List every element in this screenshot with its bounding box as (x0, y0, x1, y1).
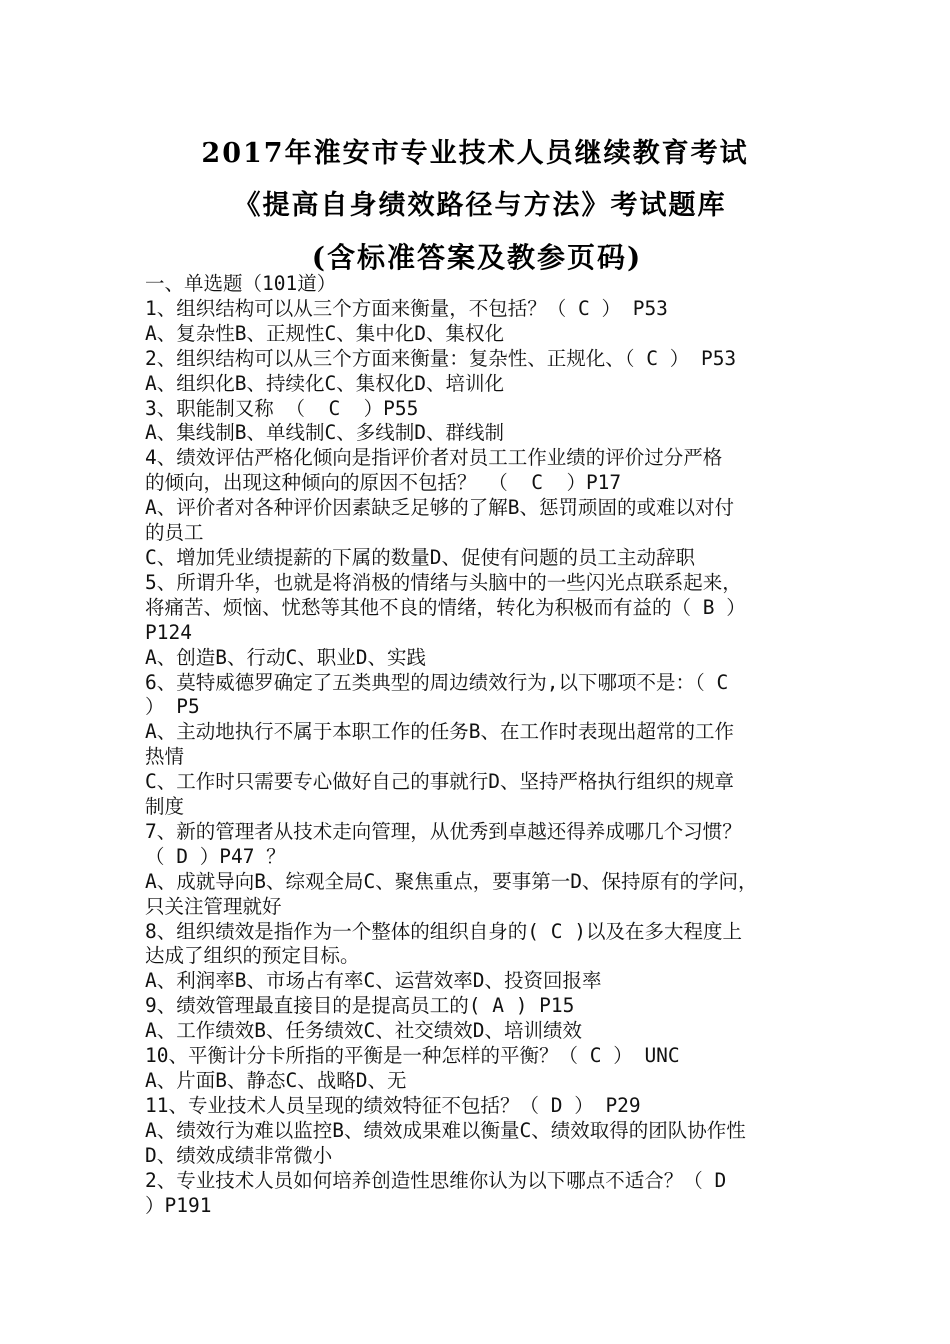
text-line: 只关注管理就好 (145, 894, 282, 918)
text-line: 4、绩效评估严格化倾向是指评价者对员工工作业绩的评价过分严格 (145, 446, 723, 470)
text-line: ）P191 (145, 1193, 212, 1217)
text-line: 9、绩效管理最直接目的是提高员工的( A ) P15 (145, 994, 575, 1018)
text-line: 达成了组织的预定目标。 (145, 944, 360, 968)
text-line: C、增加凭业绩提薪的下属的数量D、促使有问题的员工主动辞职 (145, 545, 695, 569)
title-line-1: 2017年淮安市专业技术人员继续教育考试 (201, 138, 749, 169)
title-line-3: (含标准答案及教参页码) (311, 241, 643, 274)
text-line: 一、单选题（101道） (145, 272, 337, 295)
title-line-2: 《提高自身绩效路径与方法》考试题库 (233, 190, 727, 221)
text-line: ） P5 (145, 695, 200, 719)
text-line: A、组织化B、持续化C、集权化D、培训化 (145, 371, 504, 395)
title-block (0, 128, 950, 284)
text-line: A、利润率B、市场占有率C、运营效率D、投资回报率 (145, 969, 602, 993)
text-line: 8、组织绩效是指作为一个整体的组织自身的( C )以及在多大程度上 (145, 919, 742, 943)
text-line: 7、新的管理者从技术走向管理，从优秀到卓越还得养成哪几个习惯？ (145, 819, 742, 843)
text-line: 2、组织结构可以从三个方面来衡量：复杂性、正规化、（ C ） P53 (145, 346, 737, 370)
text-line: 的倾向，出现这种倾向的原因不包括？ （ C ）P17 (145, 471, 622, 495)
text-line: A、主动地执行不属于本职工作的任务B、在工作时表现出超常的工作 (145, 720, 734, 744)
text-line: C、工作时只需要专心做好自己的事就行D、坚持严格执行组织的规章 (145, 770, 734, 794)
text-line: 2、专业技术人员如何培养创造性思维你认为以下哪点不适合？（ D (145, 1168, 727, 1192)
text-line: A、绩效行为难以监控B、绩效成果难以衡量C、绩效取得的团队协作性 (145, 1118, 746, 1142)
question-list (145, 272, 825, 1218)
text-line: 将痛苦、烦恼、忧愁等其他不良的情绪，转化为积极而有益的（ B ） (145, 595, 746, 619)
text-line: A、片面B、静态C、战略D、无 (145, 1069, 407, 1092)
text-line: A、复杂性B、正规性C、集中化D、集权化 (145, 321, 504, 345)
text-line: 6、莫特威德罗确定了五类典型的周边绩效行为,以下哪项不是：（ C (145, 670, 729, 694)
text-line: A、集线制B、单线制C、多线制D、群线制 (145, 421, 504, 445)
text-line: 11、专业技术人员呈现的绩效特征不包括？（ D ） P29 (145, 1093, 641, 1117)
text-line: 3、职能制又称 （ C ）P55 (145, 396, 419, 420)
text-line: （ D ）P47 ？ (145, 844, 286, 868)
text-line: A、工作绩效B、任务绩效C、社交绩效D、培训绩效 (145, 1019, 582, 1043)
text-line: A、评价者对各种评价因素缺乏足够的了解B、惩罚顽固的或难以对付 (145, 496, 734, 520)
text-line: 制度 (145, 795, 185, 819)
text-line: A、成就导向B、综观全局C、聚焦重点，要事第一D、保持原有的学问， (145, 869, 758, 893)
text-line: 10、平衡计分卡所指的平衡是一种怎样的平衡？（ C ） UNC (145, 1044, 680, 1068)
text-line: 5、所谓升华，也就是将消极的情绪与头脑中的一些闪光点联系起来， (145, 570, 742, 594)
text-line: 1、组织结构可以从三个方面来衡量，不包括？（ C ） P53 (145, 296, 668, 320)
text-line: 热情 (145, 745, 185, 769)
text-line: 的员工 (145, 521, 204, 545)
text-line: P124 (145, 620, 192, 644)
text-line: D、绩效成绩非常微小 (145, 1143, 333, 1167)
text-line: A、创造B、行动C、职业D、实践 (145, 645, 426, 669)
